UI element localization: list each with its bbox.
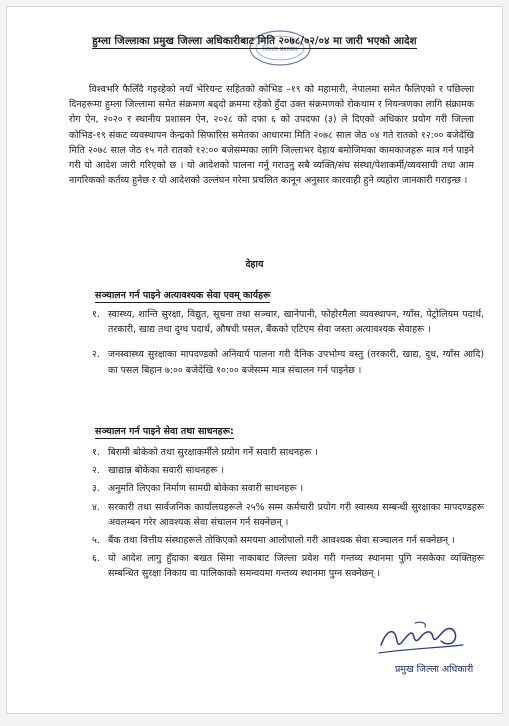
section2-title: सञ्चालन गर्न पाइने सेवा तथा साधनहरू: bbox=[95, 426, 234, 437]
item-text: अनुमति लिएका निर्माण सामग्री बोकेका सवारी साधनहरू । bbox=[108, 483, 304, 495]
section-heading: देहाय bbox=[245, 259, 264, 270]
section1-title: सञ्चालन गर्न पाइने अत्यावश्यक सेवा एवम् कार्यहरू bbox=[95, 290, 271, 301]
item-text: खाद्यान्न बोकेका सवारी साधनहरू । bbox=[108, 465, 225, 477]
list-item bbox=[92, 445, 484, 460]
item-text: स्वास्थ्य, शान्ति सुरक्षा, विद्युत, सूचना तथा सञ्चार, खानेपानी, फोहोरमैला व्यवस्थापन, ग्याँस, पेट्रोलियम पदार्थ, तरकारी, खाद्य तथा दुग्ध पदार्थ, औषधी पसल, बैंकको एटिएम सेवा जस्ता अत्यावश्यक सेवाहरू । bbox=[108, 309, 484, 336]
section2-list bbox=[92, 445, 484, 585]
item-number: २. bbox=[92, 465, 100, 477]
item-text: सरकारी तथा सार्वजनिक कार्यालयहरूले २५% सम्म कर्मचारी प्रयोग गरी स्वास्थ्य सम्बन्धी सुरक्षाका मापदण्डहरू अवलम्बन गरेर आवश्यक सेवा संचालन गर्न सक्नेछन् । bbox=[108, 501, 484, 528]
item-text: यो आदेश लागु हुँदाका बखत सिमा नाकाबाट जिल्ला प्रवेश गरी गन्तव्य स्थानमा पुगि नसकेका व्यक्तिहरू सम्बन्धित सुरक्षा निकाय वा पालिकाको समन्वयमा गन्तव्य स्थानमा पुग्न सक्नेछन् । bbox=[108, 553, 484, 580]
svg-text:जिल्ला प्रशासन: जिल्ला प्रशासन bbox=[262, 45, 298, 53]
item-text: बैंक तथा वित्तीय संस्थाहरूले तोकिएको समयमा आलोपालो गरी आवश्यक सेवा सञ्चालन गर्न सक्नेछन् । bbox=[108, 535, 455, 547]
signatory-title: प्रमुख जिल्ला अधिकारी bbox=[395, 664, 474, 675]
item-number: ४. bbox=[92, 501, 100, 513]
item-number: १. bbox=[92, 447, 100, 458]
list-item bbox=[92, 551, 484, 581]
document-page bbox=[6, 6, 503, 714]
list-item bbox=[92, 500, 484, 530]
list-item bbox=[92, 347, 484, 377]
item-number: ६. bbox=[92, 553, 100, 565]
item-number: ३. bbox=[92, 483, 100, 495]
item-number: २. bbox=[92, 349, 100, 361]
item-text: जनस्वास्थ्य सुरक्षाका मापदण्डको अनिवार्य पालना गरी दैनिक उपभोग्य वस्तु (तरकारी, खाद्य, दुध, ग्याँस आदि) का पसल बिहान ७:०० बजेदेखि १०:०० बजेसम्म मात्र संचालन गर्न पाइनेछ । bbox=[108, 349, 484, 376]
title-text: हुम्ला जिल्लाका प्रमुख जिल्ला अधिकारीबाट मिति २०७८/०२/०४ मा जारी भएको आदेश bbox=[92, 36, 417, 47]
list-item bbox=[92, 481, 484, 496]
section1-list bbox=[92, 307, 484, 388]
item-text: बिरामी बोकेको तथा सुरक्षाकर्मीले प्रयोग गर्ने सवारी साधनहरू । bbox=[108, 447, 318, 458]
document-title bbox=[7, 33, 502, 47]
item-number: ५. bbox=[92, 535, 100, 547]
list-item bbox=[92, 307, 484, 337]
item-number: १. bbox=[92, 309, 100, 320]
list-item bbox=[92, 463, 484, 478]
intro-paragraph: विश्वभरि फैलिँदै गइरहेको नयाँ भेरियन्ट सहितको कोभिड –१९ को महामारी, नेपालमा समेत फैलिएको र पछिल्ला दिनहरूमा हुम्ला जिल्लामा समेत संक्रमण बढ्दो क्रममा रहेको हुँदा उक्त संक्रमणको रोकथाम र नियन्त्रणका लागि संक्रामक रोग ऐन, २०२० र स्थानीय प्रशासन ऐन, २०२८ को दफा ६ को उपदफा (३) ले दिएको अधिकार प्रयोग गरी जिल्ला कोभिड-१९ संकट व्यवस्थापन केन्द्रको सिफारिस समेतका आधारमा मिति २०७८ साल जेठ ०४ गते रातको १२:०० बजेदेखि मिति २०७८ साल जेठ १५ गते रातको १२:०० बजेसम्मका लागि जिल्लाभर देहाय बमोजिमका कामकाजहरू मात्र गर्न पाइने गरी यो आदेश जारी गरिएको छ । यो आदेशको पालना गर्नु गराउनु सबै व्यक्ति/संघ संस्था/पेशाकर्मी/व्यवसायी तथा आम नागरिकको कर्तव्य हुनेछ र यो आदेशको उल्लंघन गरेमा प्रचलित कानून अनुसार कारवाही हुने व्यहोरा जानकारी गराइन्छ । bbox=[69, 84, 474, 187]
list-item bbox=[92, 533, 484, 548]
signature bbox=[375, 615, 467, 665]
